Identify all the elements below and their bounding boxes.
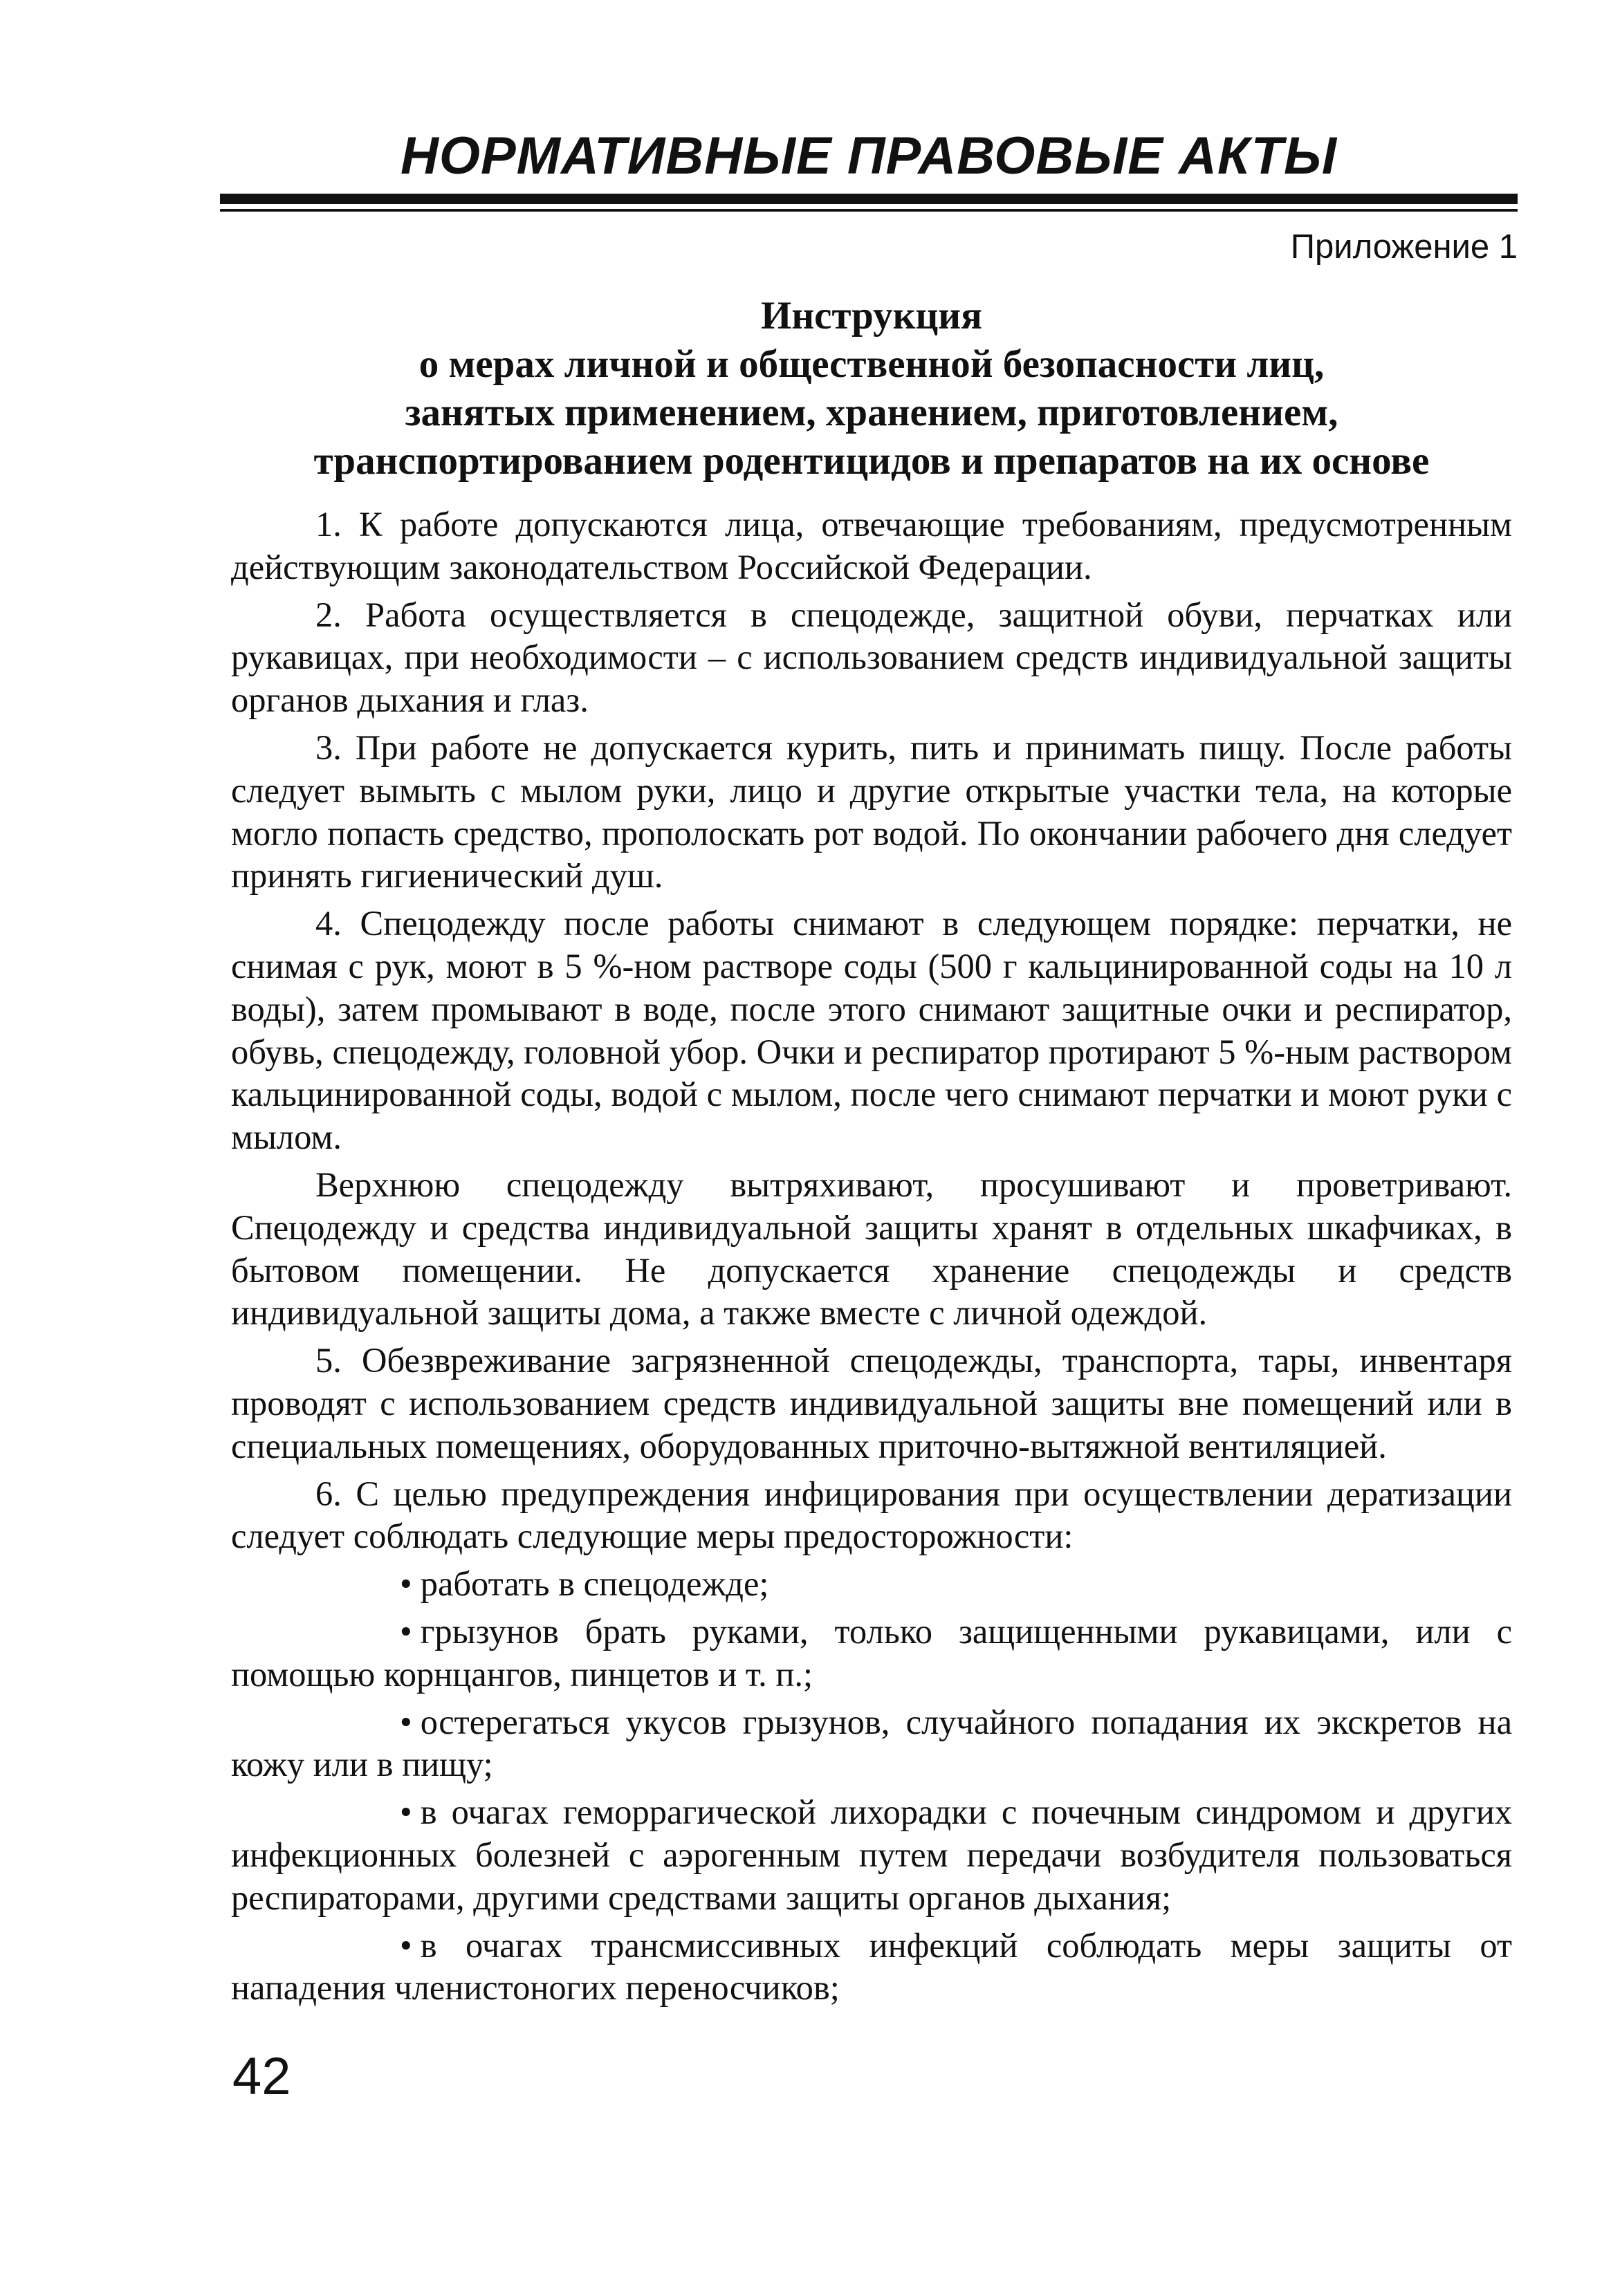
- bullet-item: [231, 1611, 1512, 1696]
- paragraph-1: 1. К работе допускаются лица, отвечающие требованиям, предусмотренным действующим законодательством Российской Федерации.: [231, 505, 1512, 586]
- bullet-text: работать в спецодежде;: [420, 1564, 769, 1604]
- bullet-text: грызунов брать руками, только защищенными рукавицами, или с помощью корнцангов, пинцетов и т. п.;: [231, 1611, 1512, 1694]
- paragraph-2: 2. Работа осуществляется в спецодежде, защитной обуви, перчатках или рукавицах, при необходимости – с использованием средств индивидуальной защиты органов дыхания и глаз.: [231, 595, 1512, 720]
- header-rule-thin: [220, 209, 1518, 212]
- bullet-text: в очагах геморрагической лихорадки с почечным синдромом и других инфекционных болезней с аэрогенным путем передачи возбудителя пользоваться респираторами, другими средствами защиты органов дыхания;: [231, 1793, 1512, 1917]
- paragraph-3: 3. При работе не допускается курить, пить и принимать пищу. После работы следует вымыть с мылом руки, лицо и другие открытые участки тела, на которые могло попасть средство, прополоскать рот водой. По окончании рабочего дня следует принять гигиенический душ.: [231, 728, 1512, 896]
- title-line: занятых применением, хранением, приготовлением,: [405, 391, 1338, 434]
- header-rule-thick: [220, 194, 1518, 204]
- bullet-icon: •: [400, 1702, 412, 1741]
- bullet-text: в очагах трансмиссивных инфекций соблюдать меры защиты от нападения членистоногих переносчиков;: [231, 1925, 1512, 2008]
- paragraph-6: 6. С целью предупреждения инфицирования при осуществлении дератизации следует соблюдать следующие меры предосторожности:: [231, 1474, 1512, 1556]
- paragraph-4: 4. Спецодежду после работы снимают в следующем порядке: перчатки, не снимая с рук, моют в 5 %-ном растворе соды (500 г кальцинированной соды на 10 л воды), затем промывают в воде, после этого снимают защитные очки и респиратор, обувь, спецодежду, головной убор. Очки и респиратор протирают 5 %-ным раствором кальцинированной соды, водой с мылом, после чего снимают перчатки и моют руки с мылом.: [231, 904, 1512, 1157]
- document-title: [221, 292, 1522, 485]
- bullet-item: [231, 1701, 1512, 1787]
- paragraph-5: 5. Обезвреживание загрязненной спецодежды, транспорта, тары, инвентаря проводят с использованием средств индивидуальной защиты вне помещений или в специальных помещениях, оборудованных приточно-вытяжной вентиляцией.: [231, 1341, 1512, 1465]
- running-title: НОРМАТИВНЫЕ ПРАВОВЫЕ АКТЫ: [400, 127, 1338, 185]
- bullet-item: [231, 1925, 1512, 2010]
- bullet-item: [231, 1563, 1512, 1606]
- document-body: [231, 503, 1512, 2015]
- bullet-icon: •: [400, 1925, 412, 1965]
- title-line: транспортированием родентицидов и препаратов на их основе: [313, 439, 1430, 483]
- paragraph-4-continued: Верхнюю спецодежду вытряхивают, просушивают и проветривают. Спецодежду и средства индивидуальной защиты хранят в отдельных шкафчиках, в бытовом помещении. Не допускается хранение спецодежды и средств индивидуальной защиты дома, а также вместе с личной одеждой.: [231, 1165, 1512, 1333]
- appendix-label: Приложение 1: [1290, 228, 1518, 266]
- bullet-item: [231, 1791, 1512, 1919]
- bullet-icon: •: [400, 1793, 412, 1832]
- bullet-icon: •: [400, 1611, 412, 1651]
- title-line: Инструкция: [761, 294, 982, 337]
- page-number: 42: [232, 2047, 291, 2106]
- title-line: о мерах личной и общественной безопасности лиц,: [418, 342, 1325, 386]
- bullet-icon: •: [400, 1564, 412, 1604]
- bullet-text: остерегаться укусов грызунов, случайного попадания их экскретов на кожу или в пищу;: [231, 1702, 1512, 1784]
